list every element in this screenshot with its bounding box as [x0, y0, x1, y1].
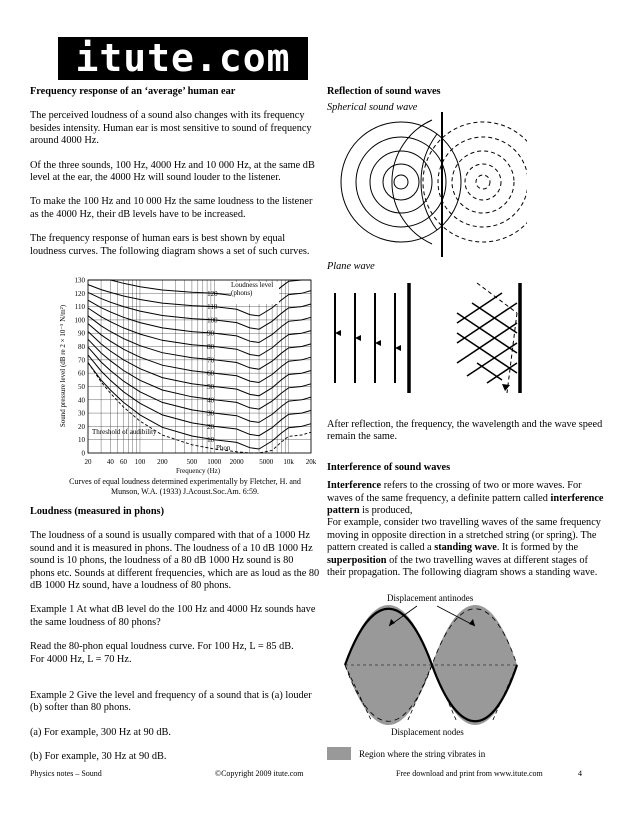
phon-curve [88, 355, 311, 436]
phon-label: 30 [207, 409, 215, 418]
paragraph: The loudness of a sound is usually compared with that of a 1000 Hz sound and it is measured in phons. The loudness of a 10 dB 1000 Hz sound is 10 phons, the loudness of a 80 dB 1000 Hz sound is 80 phons etc. Sounds at different frequencies, which are as loud as the 80 dB 1000 Hz sound, have a loudness of 80 phons. [30, 530, 320, 592]
y-tick-label: 130 [74, 276, 85, 285]
section-heading-reflection: Reflection of sound waves [327, 86, 441, 97]
site-logo: itute.com [58, 37, 308, 80]
section-heading-loudness: Loudness (measured in phons) [30, 506, 164, 517]
text-span: refers to the crossing of two or more waves. For waves of the same frequency, a definite pattern called [327, 480, 582, 504]
term-standing-wave: standing wave [434, 542, 497, 554]
term-interference: Interference [327, 480, 382, 492]
interference-paragraph [327, 480, 609, 517]
y-tick-label: 110 [74, 303, 85, 312]
text-span: is produced, [359, 505, 413, 517]
x-tick-label: 5000 [259, 458, 274, 466]
y-tick-label: 40 [78, 396, 85, 405]
x-tick-label: 1000 [207, 458, 222, 466]
reflection-note: After reflection, the frequency, the wavelength and the wave speed remain the same. [327, 419, 603, 443]
y-tick-label: 0 [81, 449, 85, 458]
standing-wave-diagram [327, 590, 527, 765]
region-swatch [327, 747, 351, 760]
phon-label: 80 [207, 343, 215, 352]
phon-label: 60 [207, 369, 215, 378]
y-tick-label: 70 [78, 356, 85, 365]
phon-labels [207, 290, 218, 444]
phon-curve [88, 316, 311, 369]
y-tick-label: 80 [78, 343, 85, 352]
footer-left: Physics notes – Sound [30, 769, 102, 778]
text-span: . It is formed by the [496, 542, 579, 554]
x-tick-labels [85, 458, 317, 466]
paragraph: To make the 100 Hz and 10 000 Hz the same loudness to the listener as the 4000 Hz, their dB levels have to be increased. [30, 196, 313, 220]
phon-axis-label: Phon [216, 444, 231, 452]
phon-label: 120 [207, 289, 218, 298]
answer-1b: For 4000 Hz, L = 70 Hz. [30, 653, 132, 665]
y-tick-label: 100 [74, 316, 85, 325]
right-column-lower [327, 419, 609, 579]
x-tick-label: 500 [186, 458, 198, 466]
text-span: of the two travelling waves at different stages of their propagation. The following diagram shows a standing wave. [327, 554, 598, 579]
term-superposition: superposition [327, 554, 387, 566]
answer-1a: Read the 80-phon equal loudness curve. For 100 Hz, L = 85 dB. [30, 641, 294, 653]
y-tick-label: 120 [74, 289, 85, 298]
phon-label: 70 [207, 356, 215, 365]
left-column [30, 86, 320, 270]
spherical-wave-diagram [327, 112, 527, 257]
phon-curve [88, 339, 311, 409]
example-2: Example 2 Give the level and frequency of a sound that is (a) louder (b) softer than 80 phons. [30, 690, 312, 714]
antinodes-label: Displacement antinodes [387, 593, 474, 603]
threshold-curve [88, 362, 311, 453]
term-interference-pattern: interference pattern [327, 492, 604, 517]
example-1: Example 1 At what dB level do the 100 Hz and 4000 Hz sounds have the same loudness of 80 phons? [30, 604, 316, 628]
chart-caption: Curves of equal loudness determined experimentally by Fletcher, H. and Munson, W.A. (1933) J.Acoust.Soc.Am. 6:59. [69, 477, 301, 496]
x-tick-label: 2000 [229, 458, 244, 466]
section-heading-frequency: Frequency response of an ‘average’ human ear [30, 86, 236, 97]
y-tick-label: 20 [78, 422, 85, 431]
y-tick-label: 30 [78, 409, 85, 418]
y-tick-label: 60 [78, 369, 85, 378]
y-tick-labels [75, 277, 86, 458]
phon-curve [88, 329, 311, 396]
standing-wave-paragraph [327, 517, 609, 579]
text-span: For example, consider two travelling waves of the same frequency moving in opposite direction in a stretched string (or spring). The pattern created is called a [327, 517, 601, 554]
phon-label: 40 [207, 396, 215, 405]
paragraph: The perceived loudness of a sound also changes with its frequency besides intensity. Human ear is most sensitive to sound of frequency around 4000 Hz. [30, 110, 312, 147]
equal-loudness-chart [30, 270, 320, 475]
right-column [327, 86, 609, 115]
y-axis-label: Sound pressure level (dB re 2 × 10⁻⁵ N/m²) [59, 304, 67, 428]
phon-label: 50 [207, 382, 215, 391]
region-label: Region where the string vibrates in [359, 749, 486, 759]
x-tick-label: 20k [305, 458, 317, 466]
phon-label: 90 [207, 329, 215, 338]
plane-label: Plane wave [327, 261, 375, 272]
y-tick-label: 50 [78, 382, 85, 391]
legend-title: Loudness level (phons) [231, 281, 274, 297]
footer-link[interactable]: Free download and print from www.itute.com [396, 769, 543, 778]
y-tick-label: 10 [78, 436, 85, 445]
phon-label: 10 [207, 436, 215, 445]
section-heading-interference: Interference of sound waves [327, 461, 451, 473]
paragraph: Of the three sounds, 100 Hz, 4000 Hz and 10 000 Hz, at the same dB level at the ear, the 4000 Hz will sound louder to the listener. [30, 159, 315, 184]
left-column-lower [30, 506, 320, 776]
answer-2a: (a) For example, 300 Hz at 90 dB. [30, 726, 171, 738]
x-tick-label: 60 [119, 458, 127, 466]
page-number: 4 [578, 769, 582, 778]
x-tick-label: 20 [84, 458, 92, 466]
spherical-label: Spherical sound wave [327, 102, 418, 114]
paragraph: The frequency response of human ears is best shown by equal loudness curves. The following diagram shows a set of such curves. [30, 233, 310, 257]
phon-label: 110 [207, 303, 218, 312]
footer-copyright: ©Copyright 2009 itute.com [215, 769, 304, 778]
plane-wave-diagram [327, 278, 537, 398]
nodes-label: Displacement nodes [391, 727, 464, 737]
x-tick-label: 10k [283, 458, 294, 466]
phon-label: 100 [207, 316, 218, 325]
answer-2b: (b) For example, 30 Hz at 90 dB. [30, 751, 167, 763]
threshold-label: Threshold of audibility [92, 428, 157, 436]
x-tick-label: 40 [106, 458, 114, 466]
phon-curve [88, 363, 311, 449]
y-tick-label: 90 [78, 329, 85, 338]
x-tick-label: 200 [157, 458, 168, 466]
phon-label: 20 [207, 422, 215, 431]
x-axis-label: Frequency (Hz) [175, 467, 221, 475]
x-tick-label: 100 [134, 458, 146, 466]
